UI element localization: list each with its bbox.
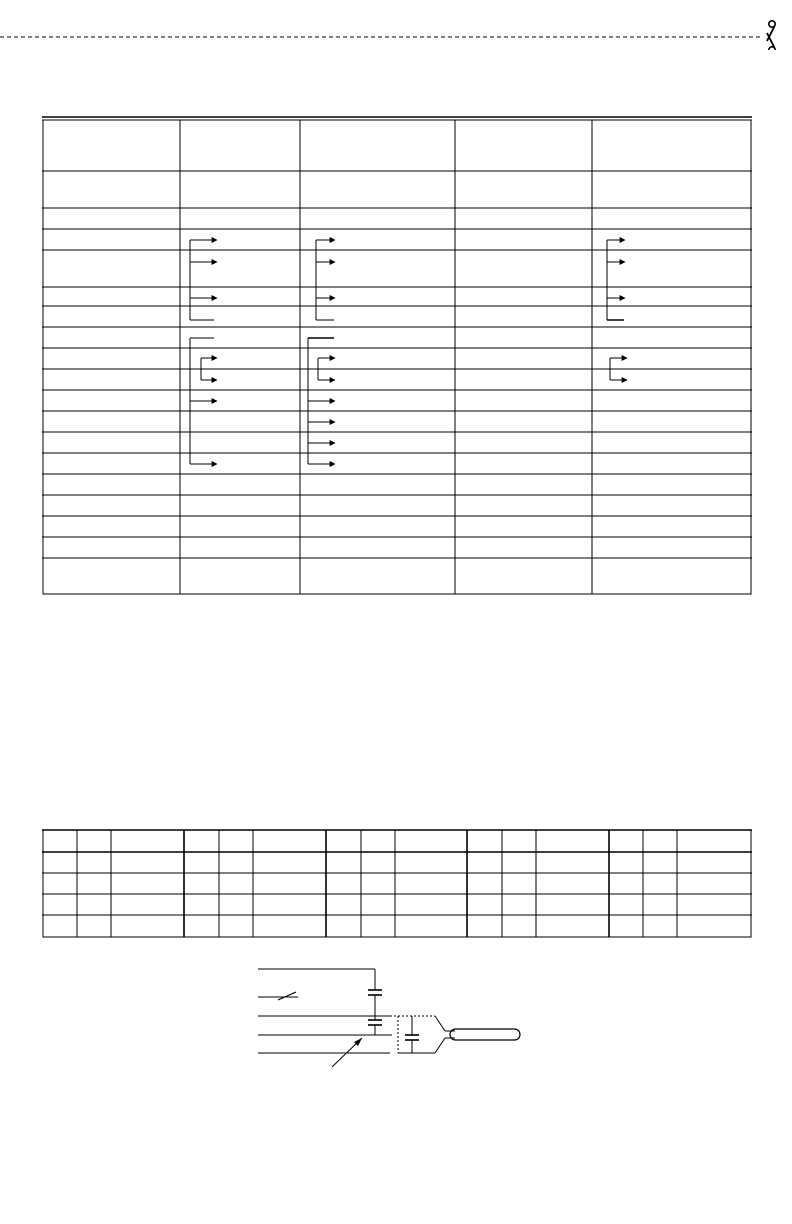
capacitor-icon — [368, 990, 382, 995]
terminal-table-grid — [42, 830, 752, 937]
column3-sequence-upper — [316, 240, 335, 320]
column5-sequence-upper — [607, 240, 625, 320]
capacitor-icon — [405, 1035, 419, 1040]
capacitor-icon — [368, 1020, 382, 1025]
switch-icon — [278, 992, 296, 1000]
cut-line — [0, 0, 792, 50]
terminal-table — [42, 829, 752, 939]
table-grid — [42, 117, 752, 594]
wiring-diagram — [250, 960, 550, 1075]
sequence-table — [42, 116, 752, 596]
sensor-probe-icon — [445, 1029, 520, 1040]
scissors-icon — [767, 21, 775, 50]
column2-sequence-lower — [190, 338, 217, 464]
column3-sequence-lower — [308, 338, 335, 464]
column2-sequence-upper — [190, 240, 217, 320]
